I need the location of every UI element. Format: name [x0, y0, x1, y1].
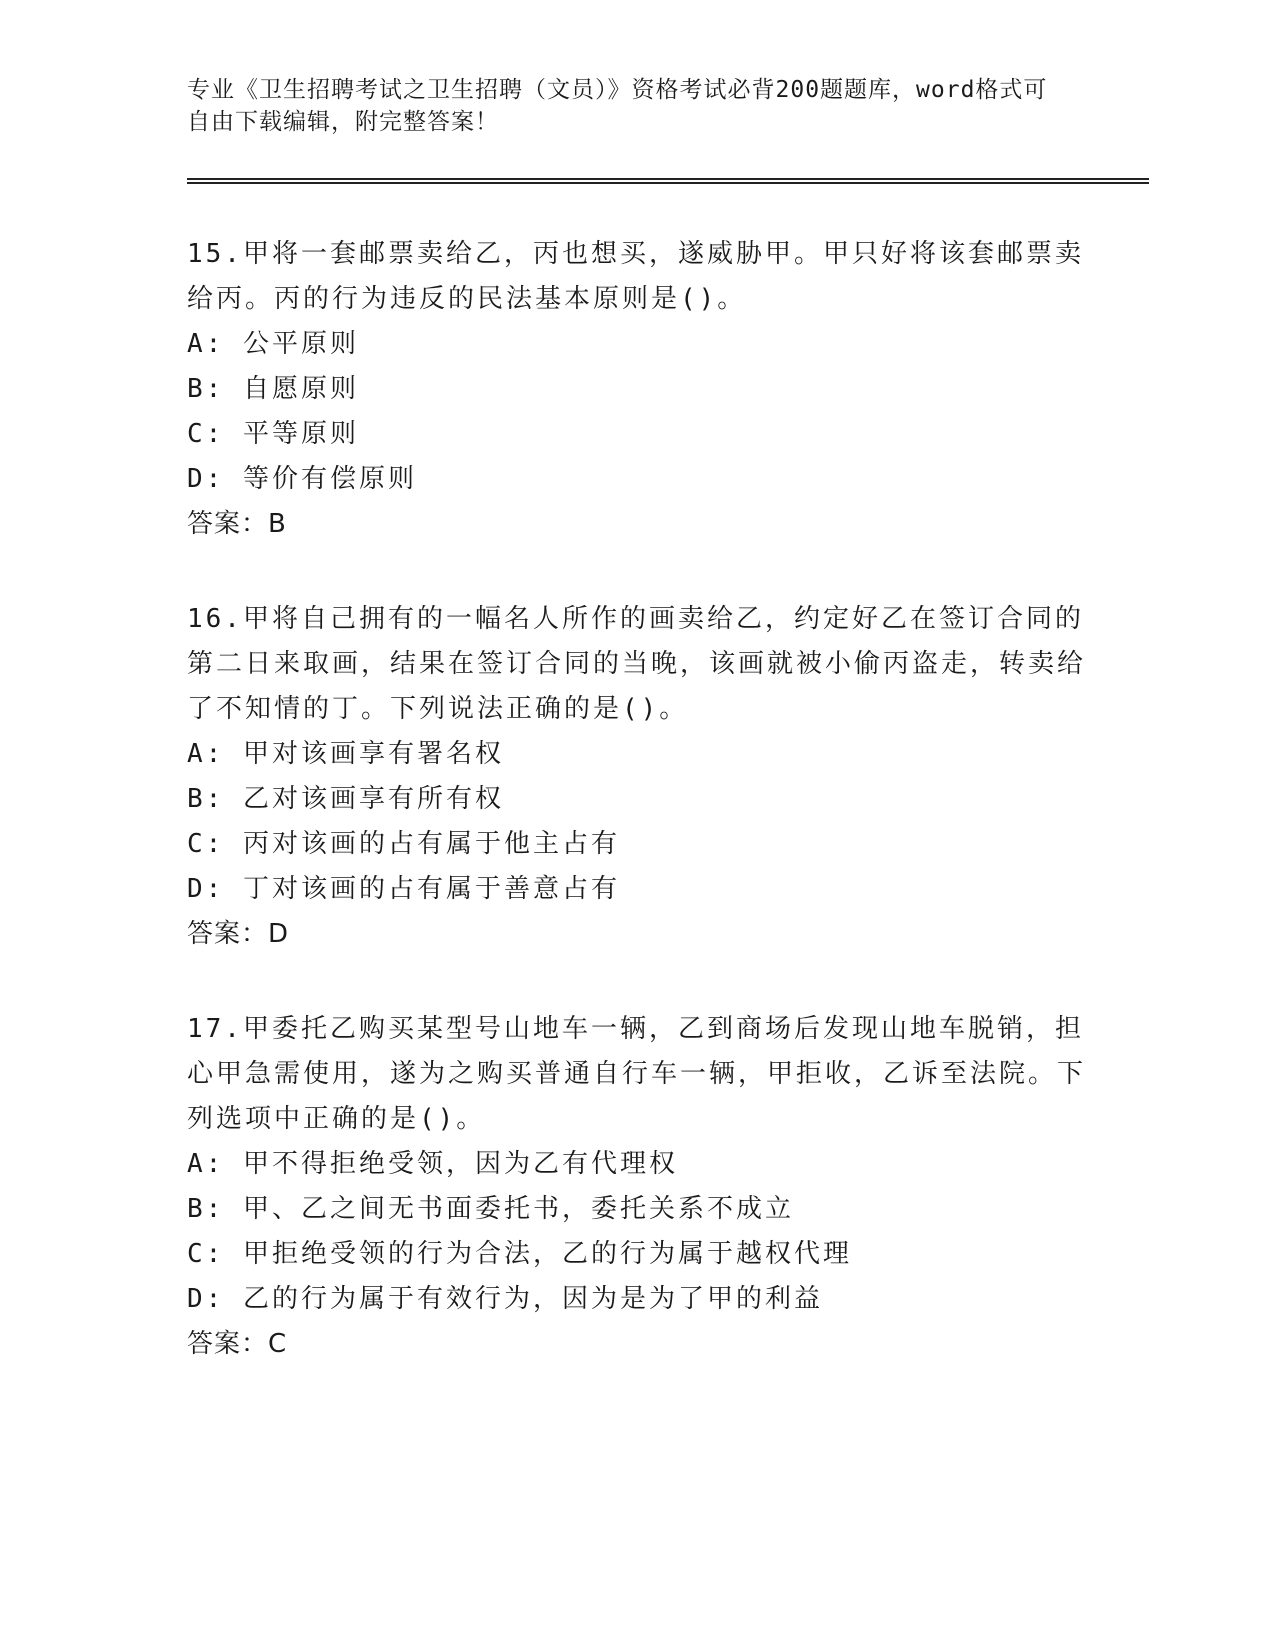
option-b: B: 乙对该画享有所有权: [187, 784, 504, 814]
question-list: [187, 232, 1087, 1417]
option-a: A: 公平原则: [187, 329, 359, 359]
option-c: C: 平等原则: [187, 419, 359, 449]
header-double-rule: [187, 178, 1149, 184]
question-stem: 16.甲将自己拥有的一幅名人所作的画卖给乙，约定好乙在签订合同的第二日来取画，结果在签订合同的当晚，该画就被小偷丙盗走，转卖给了不知情的丁。下列说法正确的是()。: [187, 604, 1087, 724]
document-header: 专业《卫生招聘考试之卫生招聘（文员）》资格考试必背200题题库，word格式可自由下载编辑，附完整答案！: [187, 77, 1048, 135]
answer-label: 答案：D: [187, 919, 290, 949]
question-17: [187, 1007, 1087, 1367]
answer-label: 答案：B: [187, 509, 287, 539]
option-b: B: 自愿原则: [187, 374, 359, 404]
answer-label: 答案：C: [187, 1329, 288, 1359]
option-c: C: 丙对该画的占有属于他主占有: [187, 829, 620, 859]
question-stem: 15.甲将一套邮票卖给乙，丙也想买，遂威胁甲。甲只好将该套邮票卖给丙。丙的行为违反的民法基本原则是()。: [187, 239, 1084, 314]
question-stem: 17.甲委托乙购买某型号山地车一辆，乙到商场后发现山地车脱销，担心甲急需使用，遂为之购买普通自行车一辆，甲拒收，乙诉至法院。下列选项中正确的是()。: [187, 1014, 1087, 1134]
option-b: B: 甲、乙之间无书面委托书，委托关系不成立: [187, 1194, 794, 1224]
question-16: [187, 597, 1087, 957]
option-a: A: 甲对该画享有署名权: [187, 739, 504, 769]
question-15: [187, 232, 1087, 547]
option-a: A: 甲不得拒绝受领，因为乙有代理权: [187, 1149, 678, 1179]
option-c: C: 甲拒绝受领的行为合法，乙的行为属于越权代理: [187, 1239, 852, 1269]
option-d: D: 等价有偿原则: [187, 464, 417, 494]
option-d: D: 丁对该画的占有属于善意占有: [187, 874, 620, 904]
option-d: D: 乙的行为属于有效行为，因为是为了甲的利益: [187, 1284, 823, 1314]
